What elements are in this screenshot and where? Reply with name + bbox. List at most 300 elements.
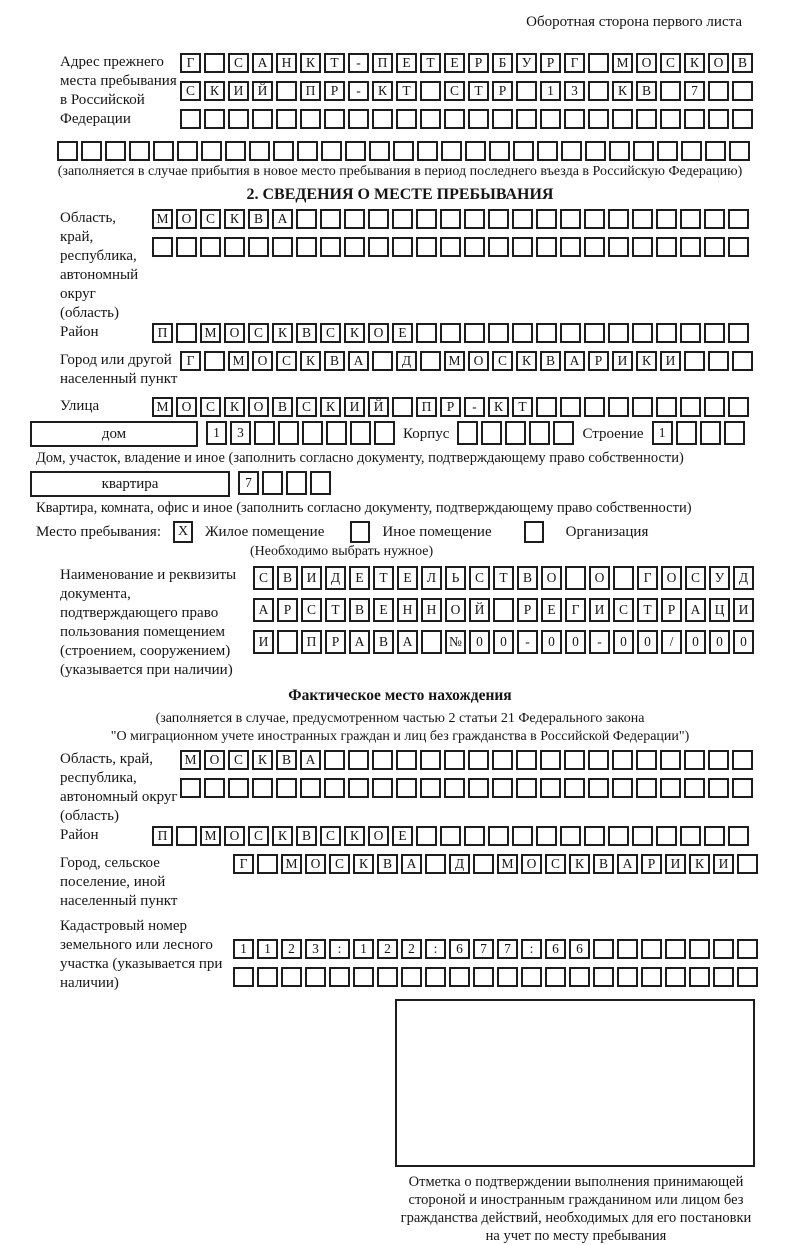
char-cell[interactable]: О <box>248 397 269 417</box>
char-cell[interactable]: К <box>569 854 590 874</box>
char-cell[interactable]: С <box>200 209 221 229</box>
char-cell[interactable] <box>492 778 513 798</box>
char-cell[interactable] <box>348 109 369 129</box>
char-cell[interactable]: Д <box>733 566 754 590</box>
char-cell[interactable] <box>377 967 398 987</box>
char-cell[interactable]: Д <box>325 566 346 590</box>
char-cell[interactable] <box>324 750 345 770</box>
char-cell[interactable] <box>728 397 749 417</box>
char-cell[interactable] <box>660 778 681 798</box>
char-cell[interactable] <box>512 826 533 846</box>
char-cell[interactable]: 7 <box>497 939 518 959</box>
char-cell[interactable]: 2 <box>377 939 398 959</box>
char-cell[interactable] <box>420 351 441 371</box>
char-cell[interactable]: Е <box>541 598 562 622</box>
char-cell[interactable]: С <box>296 397 317 417</box>
char-cell[interactable] <box>689 939 710 959</box>
char-cell[interactable]: О <box>661 566 682 590</box>
char-cell[interactable] <box>440 323 461 343</box>
char-cell[interactable]: / <box>661 630 682 654</box>
char-cell[interactable]: В <box>296 826 317 846</box>
char-cell[interactable] <box>505 421 526 445</box>
char-cell[interactable] <box>153 141 174 161</box>
char-cell[interactable]: С <box>180 81 201 101</box>
char-cell[interactable]: К <box>344 323 365 343</box>
char-cell[interactable]: О <box>204 750 225 770</box>
char-cell[interactable]: К <box>252 750 273 770</box>
char-cell[interactable] <box>732 81 753 101</box>
char-cell[interactable] <box>440 826 461 846</box>
char-cell[interactable]: О <box>636 53 657 73</box>
char-cell[interactable] <box>368 237 389 257</box>
char-cell[interactable]: Б <box>492 53 513 73</box>
char-cell[interactable] <box>252 778 273 798</box>
char-cell[interactable] <box>233 967 254 987</box>
char-cell[interactable] <box>540 109 561 129</box>
char-cell[interactable]: П <box>301 630 322 654</box>
char-cell[interactable] <box>425 854 446 874</box>
char-cell[interactable] <box>176 237 197 257</box>
char-cell[interactable]: Т <box>325 598 346 622</box>
char-cell[interactable] <box>708 109 729 129</box>
char-cell[interactable] <box>617 967 638 987</box>
char-cell[interactable] <box>492 750 513 770</box>
char-cell[interactable]: У <box>709 566 730 590</box>
char-cell[interactable]: К <box>300 351 321 371</box>
char-cell[interactable] <box>704 323 725 343</box>
char-cell[interactable] <box>392 237 413 257</box>
char-cell[interactable]: 2 <box>281 939 302 959</box>
char-cell[interactable]: К <box>204 81 225 101</box>
char-cell[interactable] <box>708 750 729 770</box>
char-cell[interactable] <box>657 141 678 161</box>
char-cell[interactable]: 7 <box>238 471 259 495</box>
char-cell[interactable] <box>536 397 557 417</box>
char-cell[interactable]: 7 <box>473 939 494 959</box>
char-cell[interactable]: М <box>152 397 173 417</box>
char-cell[interactable] <box>425 967 446 987</box>
char-cell[interactable] <box>521 967 542 987</box>
char-cell[interactable] <box>372 778 393 798</box>
char-cell[interactable]: Т <box>420 53 441 73</box>
char-cell[interactable] <box>464 209 485 229</box>
char-cell[interactable] <box>680 323 701 343</box>
char-cell[interactable] <box>569 967 590 987</box>
char-cell[interactable]: С <box>276 351 297 371</box>
char-cell[interactable] <box>204 53 225 73</box>
char-cell[interactable] <box>57 141 78 161</box>
char-cell[interactable] <box>180 109 201 129</box>
char-cell[interactable] <box>396 109 417 129</box>
char-cell[interactable] <box>689 967 710 987</box>
char-cell[interactable]: Т <box>512 397 533 417</box>
char-cell[interactable]: К <box>372 81 393 101</box>
char-cell[interactable]: С <box>492 351 513 371</box>
char-cell[interactable] <box>713 939 734 959</box>
char-cell[interactable] <box>612 778 633 798</box>
char-cell[interactable] <box>516 109 537 129</box>
char-cell[interactable]: Т <box>373 566 394 590</box>
char-cell[interactable] <box>729 141 750 161</box>
char-cell[interactable]: Ц <box>709 598 730 622</box>
char-cell[interactable]: 6 <box>449 939 470 959</box>
char-cell[interactable] <box>536 826 557 846</box>
char-cell[interactable]: И <box>612 351 633 371</box>
char-cell[interactable] <box>81 141 102 161</box>
char-cell[interactable] <box>468 750 489 770</box>
char-cell[interactable] <box>684 109 705 129</box>
char-cell[interactable]: С <box>320 826 341 846</box>
char-cell[interactable]: О <box>589 566 610 590</box>
char-cell[interactable]: К <box>224 209 245 229</box>
char-cell[interactable]: К <box>300 53 321 73</box>
char-cell[interactable] <box>488 237 509 257</box>
char-cell[interactable]: А <box>272 209 293 229</box>
char-cell[interactable]: О <box>368 323 389 343</box>
char-cell[interactable] <box>724 421 745 445</box>
char-cell[interactable]: Е <box>392 826 413 846</box>
char-cell[interactable] <box>588 109 609 129</box>
char-cell[interactable] <box>553 421 574 445</box>
char-cell[interactable]: А <box>401 854 422 874</box>
char-cell[interactable] <box>449 967 470 987</box>
char-cell[interactable]: К <box>344 826 365 846</box>
char-cell[interactable] <box>262 471 283 495</box>
char-cell[interactable] <box>680 397 701 417</box>
char-cell[interactable]: О <box>541 566 562 590</box>
char-cell[interactable]: О <box>176 209 197 229</box>
char-cell[interactable] <box>252 109 273 129</box>
char-cell[interactable] <box>305 967 326 987</box>
char-cell[interactable]: А <box>348 351 369 371</box>
char-cell[interactable] <box>416 323 437 343</box>
char-cell[interactable]: И <box>733 598 754 622</box>
char-cell[interactable] <box>296 209 317 229</box>
char-cell[interactable]: И <box>228 81 249 101</box>
char-cell[interactable]: С <box>660 53 681 73</box>
char-cell[interactable] <box>737 854 758 874</box>
char-cell[interactable]: Г <box>180 53 201 73</box>
char-cell[interactable] <box>584 209 605 229</box>
char-cell[interactable] <box>468 109 489 129</box>
char-cell[interactable] <box>737 967 758 987</box>
char-cell[interactable] <box>608 826 629 846</box>
char-cell[interactable]: П <box>152 826 173 846</box>
char-cell[interactable]: Е <box>396 53 417 73</box>
char-cell[interactable]: Й <box>252 81 273 101</box>
char-cell[interactable] <box>464 237 485 257</box>
char-cell[interactable] <box>684 351 705 371</box>
char-cell[interactable] <box>728 826 749 846</box>
char-cell[interactable]: В <box>593 854 614 874</box>
char-cell[interactable]: Ь <box>445 566 466 590</box>
char-cell[interactable]: Т <box>396 81 417 101</box>
char-cell[interactable] <box>320 209 341 229</box>
char-cell[interactable] <box>536 209 557 229</box>
char-cell[interactable]: К <box>272 323 293 343</box>
char-cell[interactable] <box>473 854 494 874</box>
char-cell[interactable] <box>704 237 725 257</box>
char-cell[interactable] <box>374 421 395 445</box>
char-cell[interactable]: Д <box>396 351 417 371</box>
char-cell[interactable] <box>680 237 701 257</box>
char-cell[interactable] <box>585 141 606 161</box>
char-cell[interactable] <box>704 826 725 846</box>
char-cell[interactable] <box>281 967 302 987</box>
char-cell[interactable]: 7 <box>684 81 705 101</box>
char-cell[interactable]: : <box>425 939 446 959</box>
char-cell[interactable]: 1 <box>257 939 278 959</box>
char-cell[interactable]: В <box>540 351 561 371</box>
char-cell[interactable]: Й <box>368 397 389 417</box>
char-cell[interactable]: О <box>252 351 273 371</box>
char-cell[interactable] <box>732 109 753 129</box>
char-cell[interactable]: 0 <box>541 630 562 654</box>
char-cell[interactable] <box>617 939 638 959</box>
char-cell[interactable] <box>560 323 581 343</box>
char-cell[interactable]: Р <box>277 598 298 622</box>
char-cell[interactable]: Р <box>325 630 346 654</box>
char-cell[interactable] <box>681 141 702 161</box>
char-cell[interactable] <box>396 750 417 770</box>
char-cell[interactable] <box>464 323 485 343</box>
char-cell[interactable] <box>468 778 489 798</box>
char-cell[interactable] <box>393 141 414 161</box>
char-cell[interactable]: Р <box>588 351 609 371</box>
char-cell[interactable] <box>276 778 297 798</box>
char-cell[interactable] <box>276 109 297 129</box>
char-cell[interactable]: - <box>348 53 369 73</box>
char-cell[interactable]: 6 <box>545 939 566 959</box>
char-cell[interactable] <box>372 750 393 770</box>
char-cell[interactable]: И <box>253 630 274 654</box>
char-cell[interactable] <box>481 421 502 445</box>
char-cell[interactable]: Е <box>349 566 370 590</box>
char-cell[interactable]: Р <box>540 53 561 73</box>
char-cell[interactable]: В <box>272 397 293 417</box>
char-cell[interactable] <box>537 141 558 161</box>
char-cell[interactable]: Е <box>397 566 418 590</box>
char-cell[interactable] <box>516 750 537 770</box>
char-cell[interactable]: В <box>349 598 370 622</box>
char-cell[interactable]: Н <box>421 598 442 622</box>
char-cell[interactable] <box>105 141 126 161</box>
char-cell[interactable]: 2 <box>401 939 422 959</box>
char-cell[interactable]: И <box>301 566 322 590</box>
char-cell[interactable]: Т <box>324 53 345 73</box>
char-cell[interactable]: К <box>684 53 705 73</box>
char-cell[interactable]: К <box>488 397 509 417</box>
char-cell[interactable] <box>584 237 605 257</box>
char-cell[interactable] <box>636 109 657 129</box>
char-cell[interactable]: Д <box>449 854 470 874</box>
char-cell[interactable] <box>540 750 561 770</box>
char-cell[interactable]: М <box>281 854 302 874</box>
char-cell[interactable] <box>177 141 198 161</box>
char-cell[interactable]: О <box>468 351 489 371</box>
char-cell[interactable] <box>588 81 609 101</box>
char-cell[interactable] <box>608 323 629 343</box>
char-cell[interactable]: Р <box>641 854 662 874</box>
char-cell[interactable]: Г <box>637 566 658 590</box>
char-cell[interactable] <box>416 209 437 229</box>
char-cell[interactable] <box>489 141 510 161</box>
char-cell[interactable] <box>353 967 374 987</box>
char-cell[interactable] <box>225 141 246 161</box>
char-cell[interactable] <box>257 854 278 874</box>
char-cell[interactable]: А <box>685 598 706 622</box>
char-cell[interactable] <box>321 141 342 161</box>
char-cell[interactable]: Т <box>493 566 514 590</box>
char-cell[interactable] <box>204 351 225 371</box>
char-cell[interactable]: И <box>665 854 686 874</box>
char-cell[interactable]: И <box>344 397 365 417</box>
char-cell[interactable]: Е <box>444 53 465 73</box>
char-cell[interactable] <box>632 237 653 257</box>
char-cell[interactable] <box>176 323 197 343</box>
char-cell[interactable] <box>560 826 581 846</box>
char-cell[interactable]: А <box>617 854 638 874</box>
char-cell[interactable] <box>420 109 441 129</box>
char-cell[interactable] <box>300 109 321 129</box>
char-cell[interactable]: В <box>732 53 753 73</box>
char-cell[interactable]: 0 <box>565 630 586 654</box>
char-cell[interactable]: О <box>445 598 466 622</box>
char-cell[interactable] <box>512 237 533 257</box>
char-cell[interactable] <box>273 141 294 161</box>
char-cell[interactable]: В <box>276 750 297 770</box>
char-cell[interactable]: М <box>497 854 518 874</box>
organization-checkbox[interactable] <box>524 521 544 543</box>
char-cell[interactable]: С <box>320 323 341 343</box>
char-cell[interactable]: : <box>329 939 350 959</box>
char-cell[interactable] <box>296 237 317 257</box>
char-cell[interactable] <box>488 323 509 343</box>
char-cell[interactable] <box>297 141 318 161</box>
char-cell[interactable]: Е <box>373 598 394 622</box>
char-cell[interactable] <box>473 967 494 987</box>
char-cell[interactable] <box>737 939 758 959</box>
char-cell[interactable] <box>632 323 653 343</box>
char-cell[interactable] <box>417 141 438 161</box>
char-cell[interactable] <box>180 778 201 798</box>
char-cell[interactable] <box>636 778 657 798</box>
char-cell[interactable]: М <box>152 209 173 229</box>
char-cell[interactable]: : <box>521 939 542 959</box>
char-cell[interactable] <box>420 750 441 770</box>
char-cell[interactable] <box>276 81 297 101</box>
char-cell[interactable] <box>656 397 677 417</box>
char-cell[interactable]: Р <box>324 81 345 101</box>
char-cell[interactable]: К <box>224 397 245 417</box>
char-cell[interactable] <box>348 778 369 798</box>
char-cell[interactable] <box>420 81 441 101</box>
char-cell[interactable]: Т <box>468 81 489 101</box>
char-cell[interactable] <box>350 421 371 445</box>
char-cell[interactable] <box>272 237 293 257</box>
char-cell[interactable] <box>632 209 653 229</box>
char-cell[interactable]: 0 <box>733 630 754 654</box>
char-cell[interactable]: Г <box>180 351 201 371</box>
char-cell[interactable]: В <box>377 854 398 874</box>
char-cell[interactable] <box>201 141 222 161</box>
char-cell[interactable] <box>444 109 465 129</box>
char-cell[interactable]: 0 <box>493 630 514 654</box>
char-cell[interactable]: 0 <box>637 630 658 654</box>
residential-checkbox[interactable]: X <box>173 521 193 543</box>
char-cell[interactable] <box>392 209 413 229</box>
char-cell[interactable] <box>176 826 197 846</box>
char-cell[interactable] <box>464 826 485 846</box>
char-cell[interactable]: П <box>300 81 321 101</box>
char-cell[interactable] <box>228 109 249 129</box>
char-cell[interactable]: В <box>373 630 394 654</box>
char-cell[interactable] <box>416 237 437 257</box>
char-cell[interactable] <box>584 397 605 417</box>
char-cell[interactable] <box>676 421 697 445</box>
char-cell[interactable] <box>708 81 729 101</box>
char-cell[interactable] <box>684 778 705 798</box>
char-cell[interactable] <box>440 209 461 229</box>
char-cell[interactable] <box>513 141 534 161</box>
char-cell[interactable] <box>588 750 609 770</box>
char-cell[interactable] <box>612 109 633 129</box>
char-cell[interactable] <box>705 141 726 161</box>
char-cell[interactable]: С <box>329 854 350 874</box>
char-cell[interactable]: - <box>464 397 485 417</box>
char-cell[interactable] <box>152 237 173 257</box>
char-cell[interactable]: В <box>277 566 298 590</box>
char-cell[interactable]: С <box>200 397 221 417</box>
char-cell[interactable] <box>632 397 653 417</box>
char-cell[interactable]: М <box>180 750 201 770</box>
char-cell[interactable]: У <box>516 53 537 73</box>
char-cell[interactable] <box>277 630 298 654</box>
char-cell[interactable] <box>656 237 677 257</box>
char-cell[interactable]: К <box>636 351 657 371</box>
char-cell[interactable]: 1 <box>353 939 374 959</box>
char-cell[interactable]: К <box>689 854 710 874</box>
char-cell[interactable] <box>224 237 245 257</box>
char-cell[interactable]: К <box>320 397 341 417</box>
char-cell[interactable]: П <box>416 397 437 417</box>
char-cell[interactable] <box>204 109 225 129</box>
char-cell[interactable]: С <box>444 81 465 101</box>
char-cell[interactable]: И <box>660 351 681 371</box>
char-cell[interactable]: А <box>564 351 585 371</box>
char-cell[interactable]: 3 <box>564 81 585 101</box>
char-cell[interactable]: А <box>253 598 274 622</box>
char-cell[interactable] <box>416 826 437 846</box>
char-cell[interactable] <box>665 967 686 987</box>
char-cell[interactable] <box>612 750 633 770</box>
char-cell[interactable] <box>278 421 299 445</box>
char-cell[interactable] <box>665 939 686 959</box>
char-cell[interactable] <box>200 237 221 257</box>
char-cell[interactable]: А <box>349 630 370 654</box>
char-cell[interactable] <box>129 141 150 161</box>
char-cell[interactable]: 0 <box>613 630 634 654</box>
char-cell[interactable] <box>560 397 581 417</box>
char-cell[interactable] <box>732 351 753 371</box>
char-cell[interactable] <box>516 778 537 798</box>
char-cell[interactable]: Р <box>492 81 513 101</box>
char-cell[interactable] <box>608 209 629 229</box>
char-cell[interactable] <box>516 81 537 101</box>
char-cell[interactable] <box>656 323 677 343</box>
char-cell[interactable] <box>680 209 701 229</box>
char-cell[interactable]: - <box>589 630 610 654</box>
